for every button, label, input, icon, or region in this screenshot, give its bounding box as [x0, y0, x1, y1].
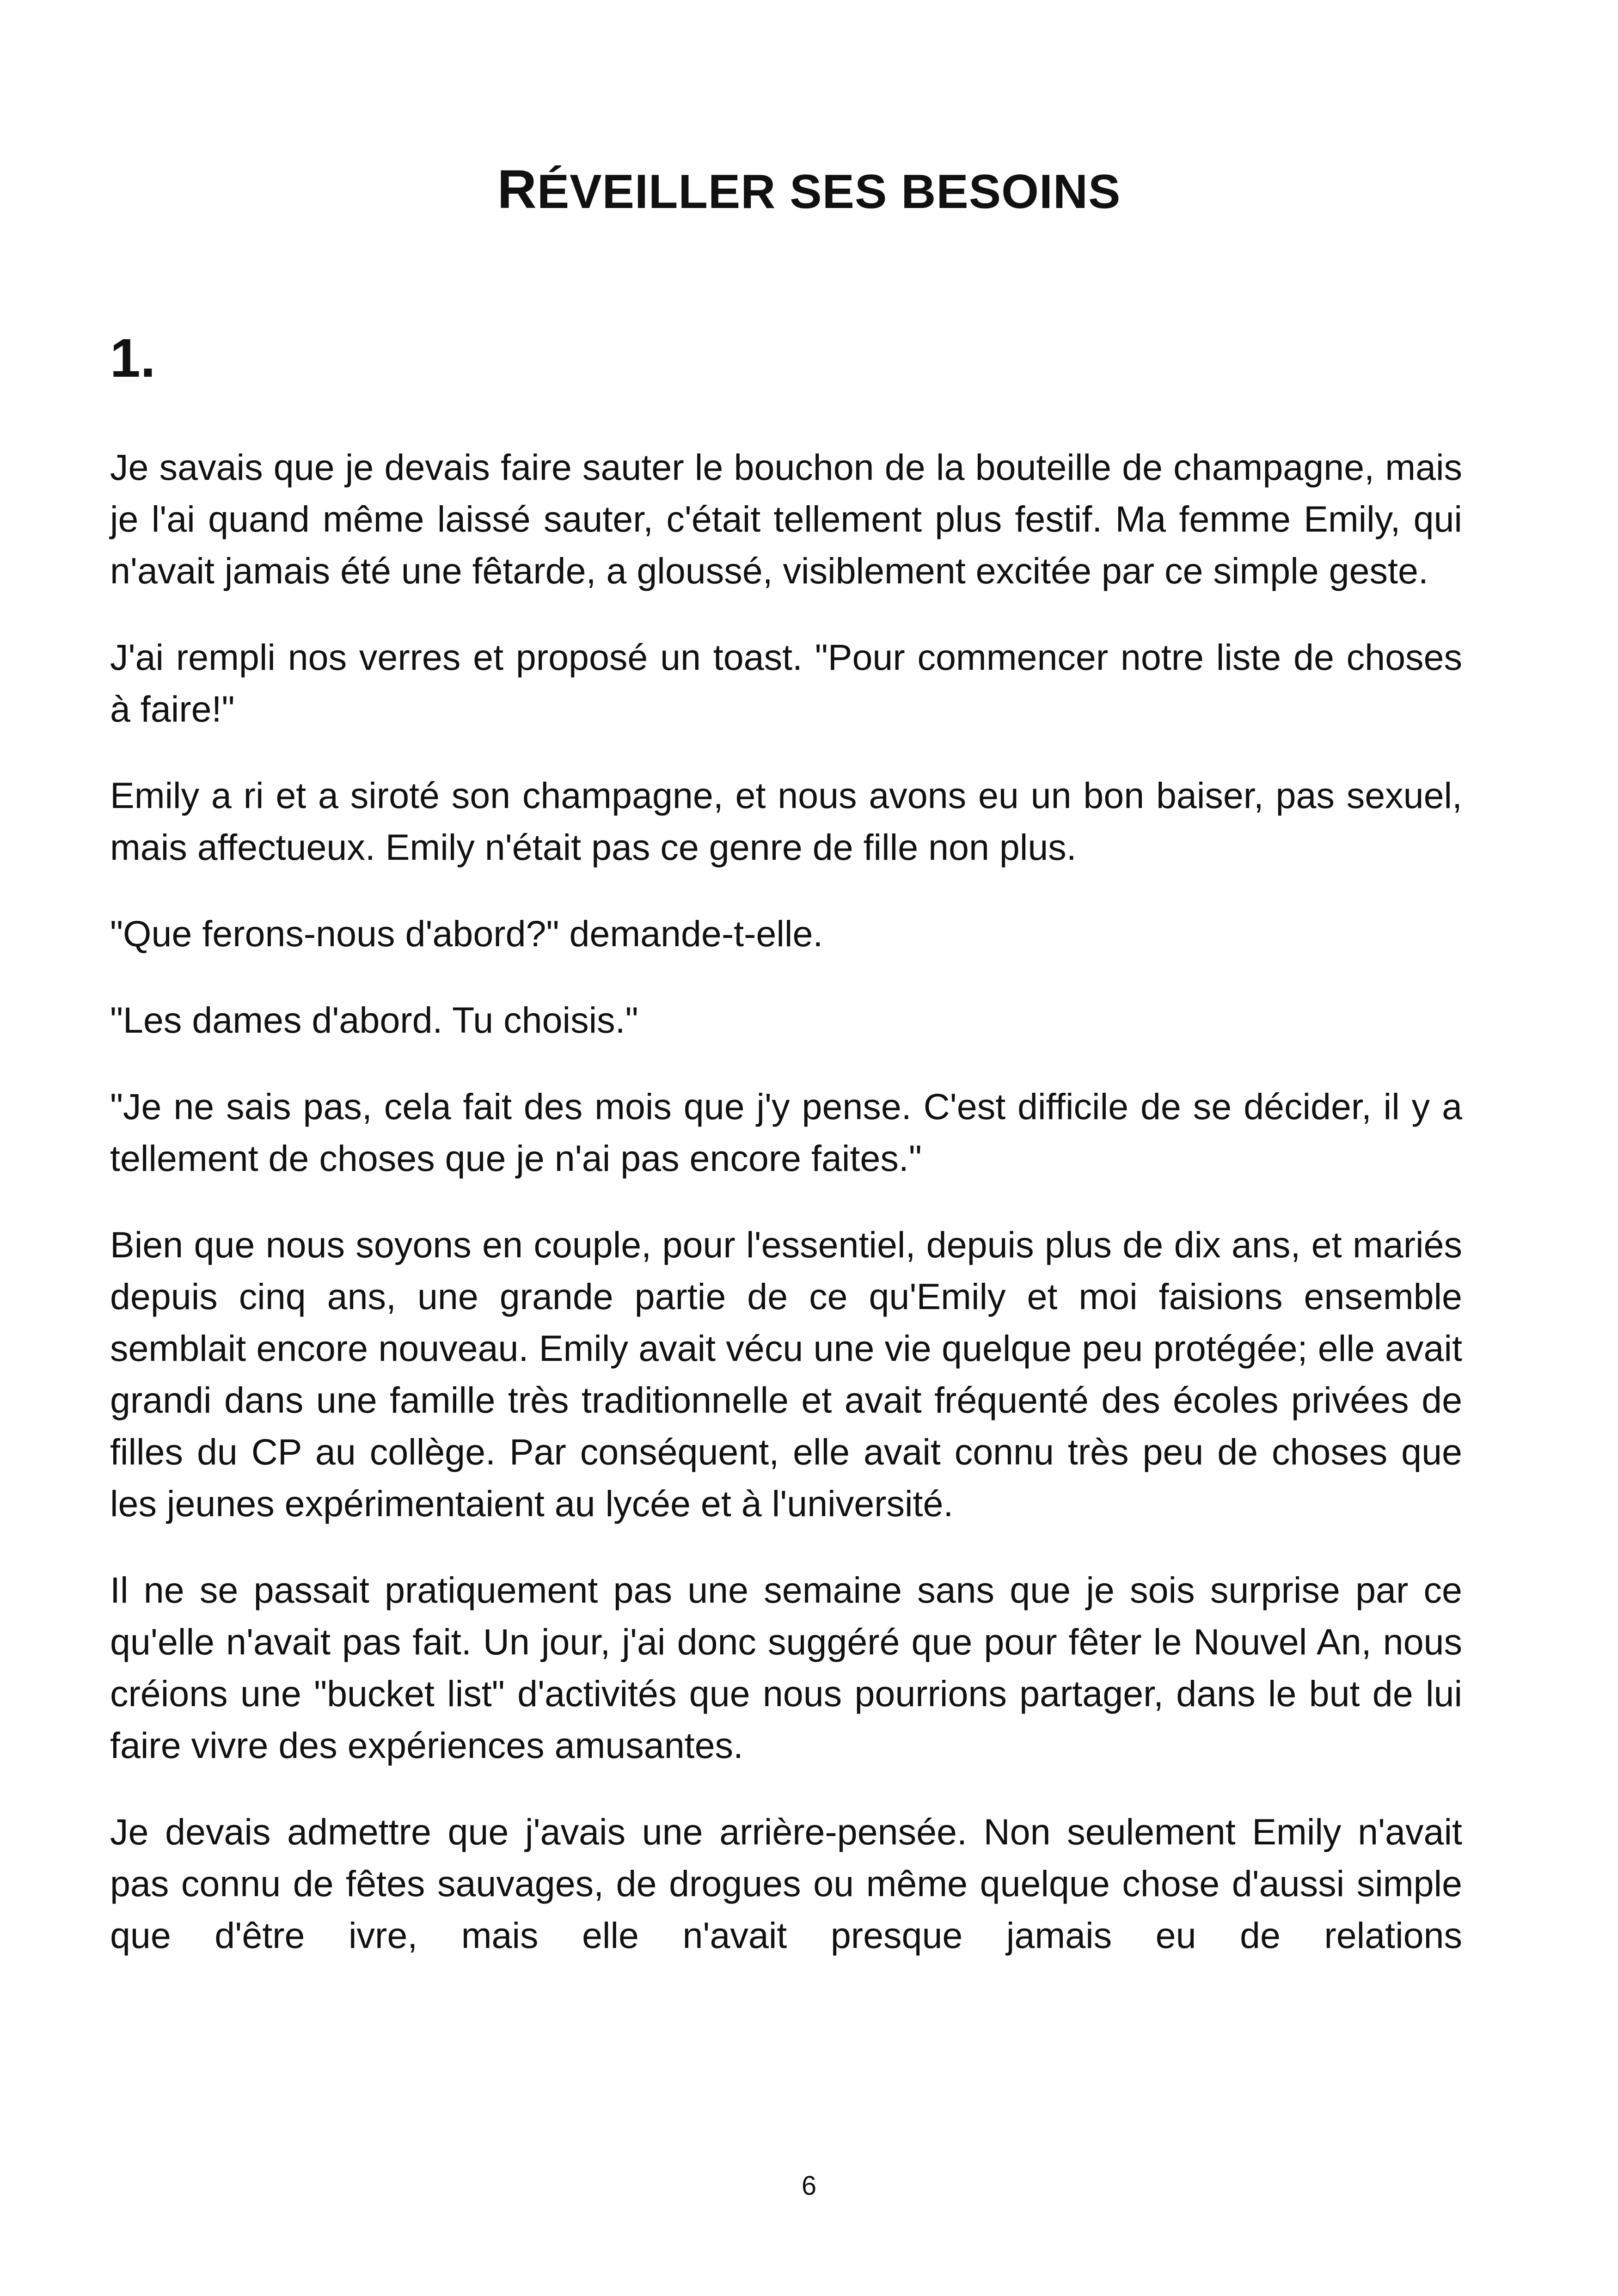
paragraph: "Je ne sais pas, cela fait des mois que j'y pense. C'est difficile de se décider, il y a tellement de choses que je n'ai pas encore faites." — [110, 1086, 1462, 1179]
paragraph: "Que ferons-nous d'abord?" demande-t-elle. — [110, 913, 823, 954]
chapter-number: 1. — [110, 328, 156, 389]
paragraph: J'ai rempli nos verres et proposé un toast. "Pour commencer notre liste de choses à faire!" — [110, 637, 1462, 729]
body-text — [110, 441, 1462, 1961]
paragraph: Bien que nous soyons en couple, pour l'essentiel, depuis plus de dix ans, et mariés depuis cinq ans, une grande partie de ce qu'Emily et moi faisions ensemble semblait encore nouveau. Emily avait vécu une vie quelque peu protégée; elle avait grandi dans une famille très traditionnelle et avait fréquenté des écoles privées de filles du CP au collège. Par conséquent, elle avait connu très peu de choses que les jeunes expérimentaient au lycée et à l'université. — [110, 1224, 1462, 1524]
page-number: 6 — [801, 2171, 817, 2201]
page-title — [0, 157, 1618, 223]
paragraph: Il ne se passait pratiquement pas une semaine sans que je sois surprise par ce qu'elle n'avait pas fait. Un jour, j'ai donc suggéré que pour fêter le Nouvel An, nous créions une "bucket list" d'activités que nous pourrions partager, dans le but de lui faire vivre des expériences amusantes. — [110, 1569, 1462, 1766]
paragraph: "Les dames d'abord. Tu choisis." — [110, 999, 638, 1041]
paragraph: Je savais que je devais faire sauter le bouchon de la bouteille de champagne, mais je l'ai quand même laissé sauter, c'était tellement plus festif. Ma femme Emily, qui n'avait jamais été une fêtarde, a gloussé, visiblement excitée par ce simple geste. — [110, 447, 1462, 591]
title-initial: R — [497, 159, 537, 220]
paragraph: Je devais admettre que j'avais une arrière-pensée. Non seulement Emily n'avait pas connu de fêtes sauvages, de drogues ou même quelque chose d'aussi simple que d'être ivre, mais elle n'avait presque jamais eu de relations — [110, 1811, 1462, 1956]
title-rest: ÉVEILLER SES BESOINS — [537, 165, 1121, 219]
paragraph: Emily a ri et a siroté son champagne, et nous avons eu un bon baiser, pas sexuel, mais affectueux. Emily n'était pas ce genre de fille non plus. — [110, 775, 1462, 868]
